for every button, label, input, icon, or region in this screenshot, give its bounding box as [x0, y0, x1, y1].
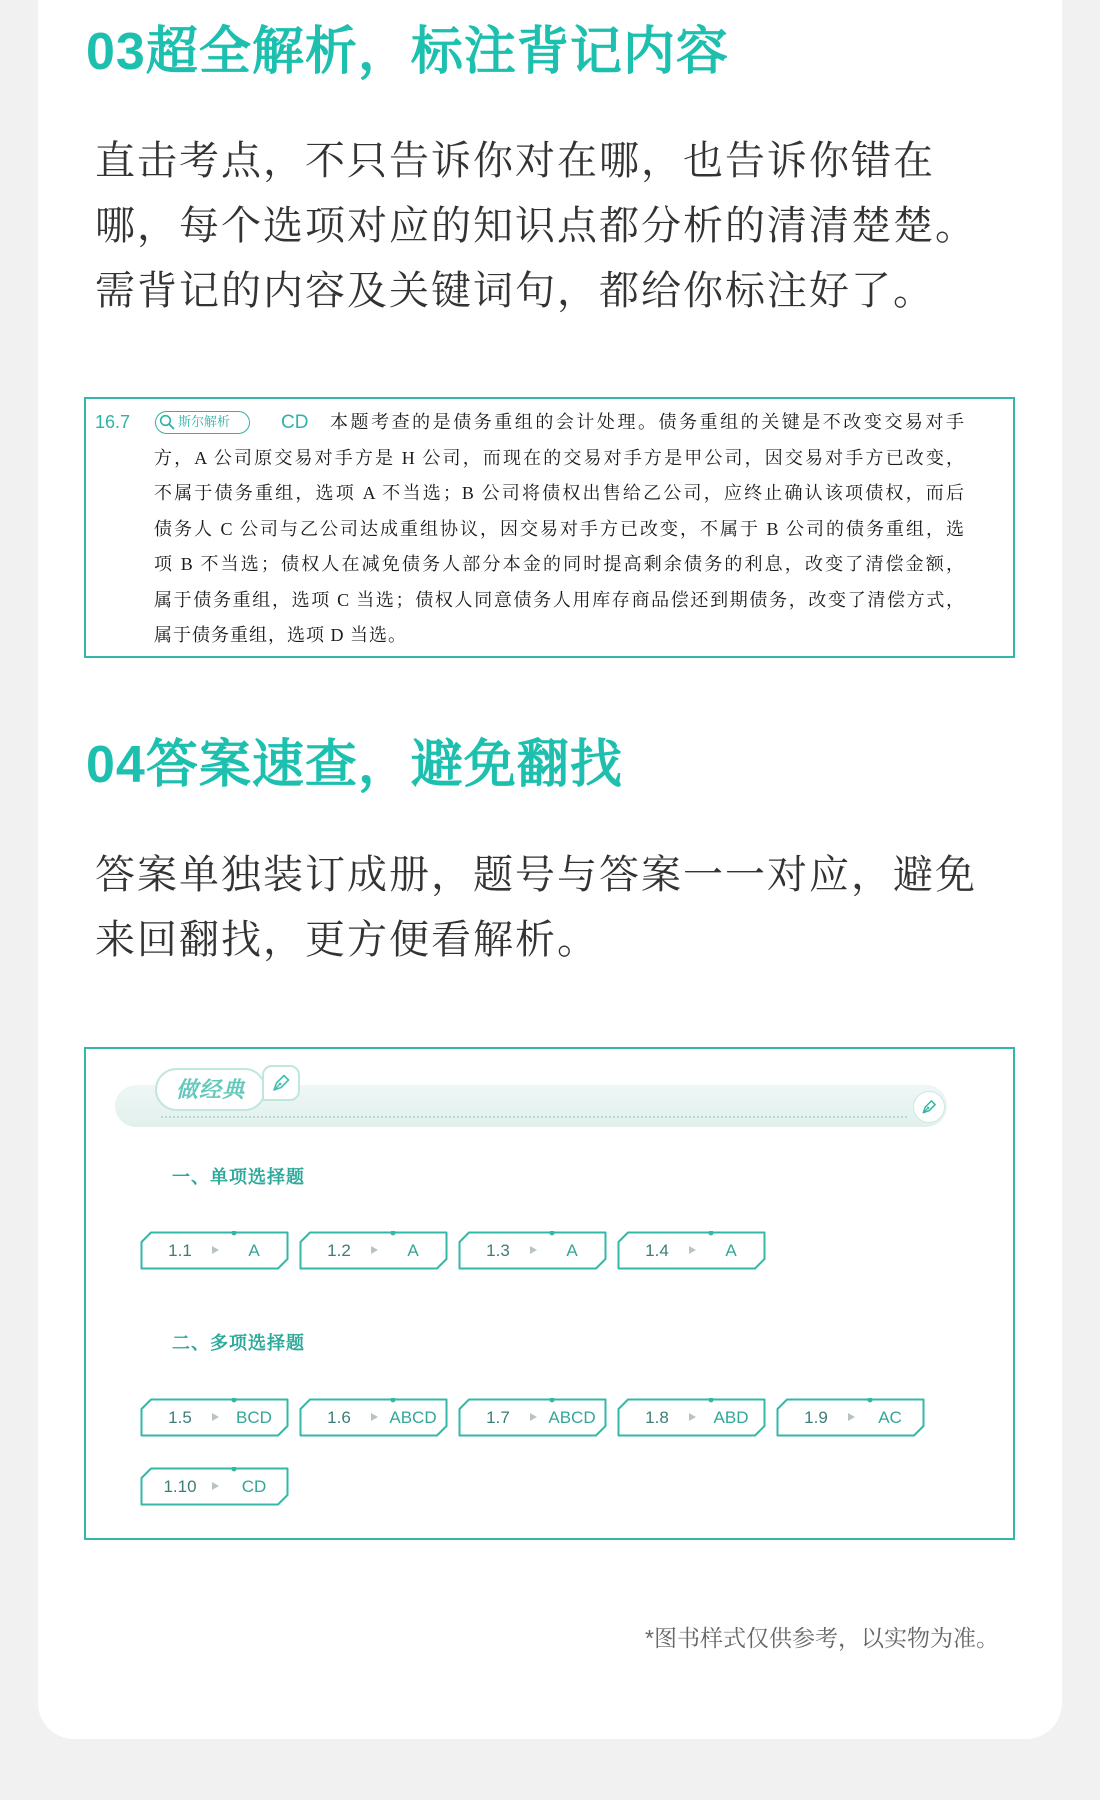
- magnifier-icon: [159, 414, 175, 430]
- tag-answer: A: [725, 1241, 737, 1260]
- tag-question-number: 1.9: [804, 1408, 828, 1427]
- tag-answer: ABCD: [389, 1408, 437, 1427]
- tag-question-number: 1.3: [486, 1241, 510, 1260]
- tag-question-number: 1.4: [645, 1241, 669, 1260]
- tag-answer: BCD: [236, 1408, 272, 1427]
- answer-tag: [458, 1398, 607, 1437]
- answer-tag: [140, 1398, 289, 1437]
- practice-tab-label: 做经典: [155, 1068, 266, 1111]
- analysis-badge: [155, 411, 250, 434]
- answer-tag: [140, 1467, 289, 1506]
- tag-answer: ABCD: [548, 1408, 596, 1427]
- analysis-line: 不属于债务重组，选项 A 不当选；B 公司将债权出售给乙公司，应终止确认该项债权，而后: [154, 483, 965, 503]
- tag-question-number: 1.6: [327, 1408, 351, 1427]
- correct-answer: CD: [281, 412, 309, 433]
- analysis-line: 债务人 C 公司与乙公司达成重组协议，因交易对手方已改变，不属于 B 公司的债务重组，选: [154, 518, 965, 539]
- badge-label: 斯尔解析: [178, 414, 231, 429]
- tag-question-number: 1.7: [486, 1408, 510, 1427]
- tag-answer: A: [407, 1241, 419, 1260]
- analysis-line: 属于债务重组，选项 C 当选；债权人同意债务人用库存商品偿还到期债务，改变了清偿方式，: [154, 589, 965, 610]
- answer-tag: [458, 1231, 607, 1270]
- arrow-icon: [371, 1413, 378, 1421]
- arrow-icon: [530, 1413, 537, 1421]
- tag-question-number: 1.2: [327, 1241, 351, 1260]
- answer-sample-image: [84, 1047, 1015, 1540]
- tag-answer: ABD: [713, 1408, 749, 1427]
- intro-line: 需背记的内容及关键词句，都给你标注好了。: [95, 269, 935, 313]
- pen-icon: [262, 1065, 300, 1101]
- analysis-line: [86, 405, 965, 441]
- intro-line: 答案单独装订成册，题号与答案一一对应，避免: [95, 853, 977, 897]
- answer-tag: [617, 1398, 766, 1437]
- arrow-icon: [530, 1246, 537, 1254]
- arrow-icon: [212, 1482, 219, 1490]
- tag-question-number: 1.1: [168, 1241, 192, 1260]
- answer-tag: [299, 1231, 448, 1270]
- tag-answer: CD: [241, 1477, 267, 1496]
- tag-answer: A: [566, 1241, 578, 1260]
- analysis-sample-image: [84, 397, 1015, 658]
- section-heading-03: 03超全解析，标注背记内容: [86, 23, 729, 81]
- tag-question-number: 1.8: [645, 1408, 669, 1427]
- intro-line: 哪，每个选项对应的知识点都分析的清清楚楚。: [95, 204, 977, 248]
- arrow-icon: [371, 1246, 378, 1254]
- answer-tag: [617, 1231, 766, 1270]
- analysis-text: 本题考查的是债务重组的会计处理。债务重组的关键是不改变交易对手: [330, 412, 965, 432]
- disclaimer-note: *图书样式仅供参考，以实物为准。: [645, 1625, 999, 1651]
- tag-answer: AC: [878, 1408, 902, 1427]
- tag-question-number: 1.10: [163, 1477, 197, 1496]
- section-intro-04: [95, 843, 977, 973]
- pen-icon: [913, 1091, 945, 1123]
- answer-tag: [776, 1398, 925, 1437]
- arrow-icon: [848, 1413, 855, 1421]
- arrow-icon: [212, 1413, 219, 1421]
- answer-tag: [140, 1231, 289, 1270]
- dotted-divider: [161, 1116, 907, 1118]
- arrow-icon: [689, 1413, 696, 1421]
- question-number: 16.7: [95, 412, 131, 432]
- analysis-line: 项 B 不当选；债权人在减免债务人部分本金的同时提高剩余债务的利息，改变了清偿金额，: [154, 554, 965, 574]
- arrow-icon: [212, 1246, 219, 1254]
- arrow-icon: [689, 1246, 696, 1254]
- section-heading-04: 04答案速查，避免翻找: [86, 736, 623, 794]
- tag-answer: A: [248, 1241, 260, 1260]
- intro-line: 直击考点，不只告诉你对在哪，也告诉你错在: [95, 139, 935, 183]
- group-title-multiple-choice: 二、多项选择题: [172, 1333, 305, 1353]
- analysis-line: 方，A 公司原交易对手方是 H 公司，而现在的交易对手方是甲公司，因交易对手方已改变，: [154, 447, 965, 468]
- intro-line: 来回翻找，更方便看解析。: [95, 918, 599, 962]
- group-title-single-choice: 一、单项选择题: [172, 1167, 305, 1187]
- tag-question-number: 1.5: [168, 1408, 192, 1427]
- answer-tag: [299, 1398, 448, 1437]
- section-intro-03: [95, 129, 977, 324]
- analysis-line: 属于债务重组，选项 D 当选。: [154, 625, 407, 645]
